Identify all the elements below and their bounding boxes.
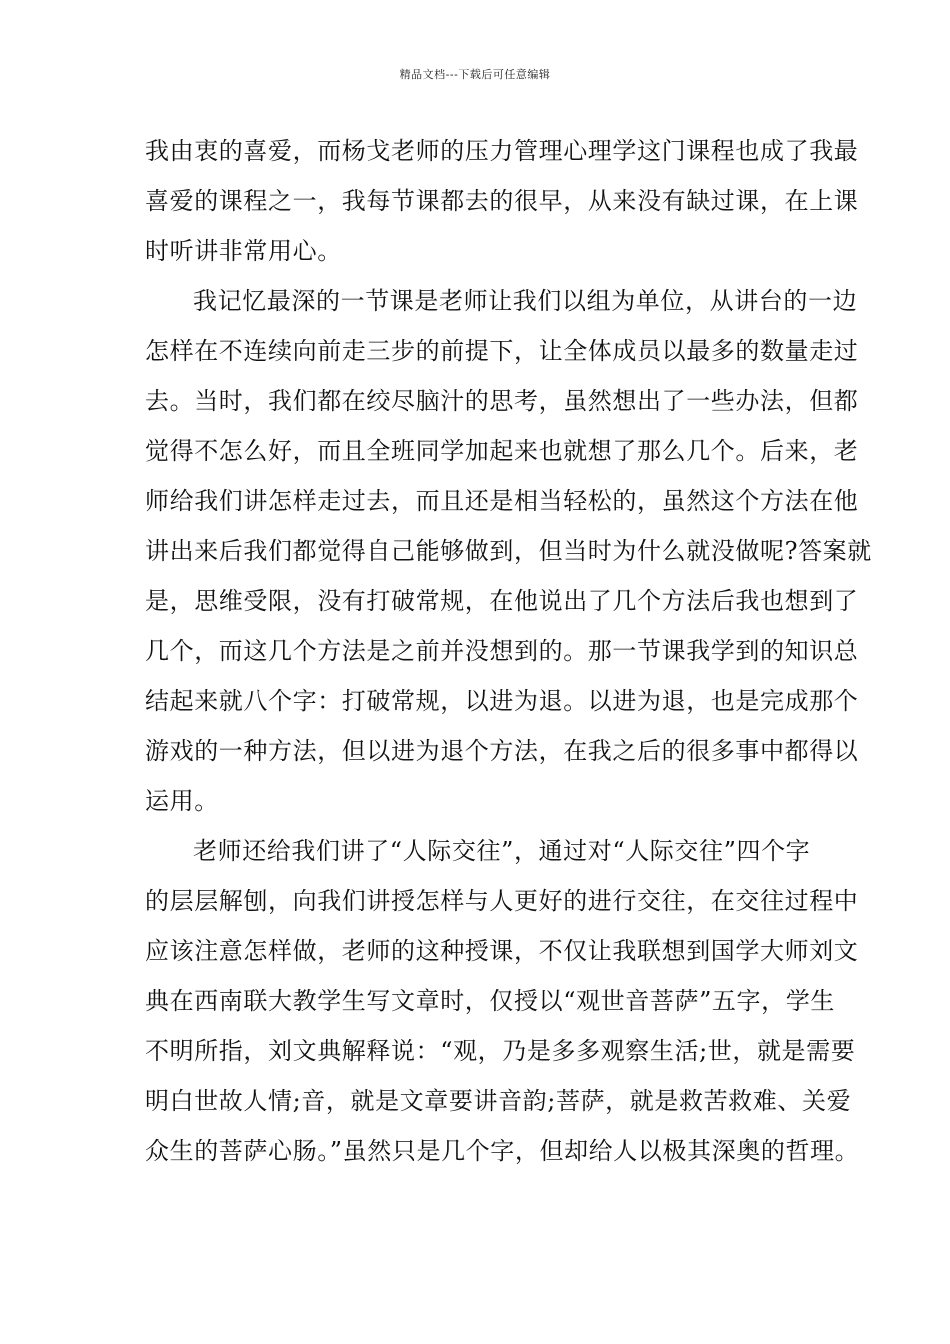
paragraph-1-line-3: 时听讲非常用心。 (145, 237, 342, 265)
paragraph-2-line-3: 去。当时，我们都在绞尽脑汁的思考，虽然想出了一些办法，但都 (145, 387, 859, 415)
body-text (145, 126, 872, 1176)
page-header: 精品文档---下载后可任意编辑 (399, 68, 551, 81)
paragraph-2-line-9: 结起来就八个字：打破常规，以进为退。以进为退，也是完成那个 (145, 687, 859, 715)
paragraph-3-line-2: 的层层解刨，向我们讲授怎样与人更好的进行交往，在交往过程中 (145, 887, 859, 915)
paragraph-2-line-2: 怎样在不连续向前走三步的前提下，让全体成员以最多的数量走过 (145, 337, 859, 365)
paragraph-2-line-10: 游戏的一种方法，但以进为退个方法，在我之后的很多事中都得以 (145, 737, 859, 765)
paragraph-1-line-1: 我由衷的喜爱，而杨戈老师的压力管理心理学这门课程也成了我最 (145, 137, 859, 165)
paragraph-3-line-7: 众生的菩萨心肠。”虽然只是几个字，但却给人以极其深奥的哲理。 (145, 1137, 860, 1165)
paragraph-2-line-8: 几个，而这几个方法是之前并没想到的。那一节课我学到的知识总 (145, 637, 859, 665)
paragraph-2-line-4: 觉得不怎么好，而且全班同学加起来也就想了那么几个。后来，老 (145, 437, 859, 465)
paragraph-2-line-1: 我记忆最深的一节课是老师让我们以组为单位，从讲台的一边 (193, 287, 858, 315)
paragraph-2-line-11: 运用。 (145, 787, 219, 815)
paragraph-2-line-6: 讲出来后我们都觉得自己能够做到，但当时为什么就没做呢?答案就 (145, 537, 872, 565)
paragraph-3-line-3: 应该注意怎样做，老师的这种授课，不仅让我联想到国学大师刘文 (145, 937, 859, 965)
paragraph-3-line-5: 不明所指，刘文典解释说：“观，乃是多多观察生活;世，就是需要 (145, 1037, 856, 1065)
paragraph-3-line-6: 明白世故人情;音，就是文章要讲音韵;菩萨，就是救苦救难、关爱 (145, 1087, 852, 1115)
paragraph-2-line-5: 师给我们讲怎样走过去，而且还是相当轻松的，虽然这个方法在他 (145, 487, 859, 515)
paragraph-1-line-2: 喜爱的课程之一，我每节课都去的很早，从来没有缺过课，在上课 (145, 187, 859, 215)
paragraph-3-line-1: 老师还给我们讲了“人际交往”，通过对“人际交往”四个字 (193, 837, 811, 865)
paragraph-2-line-7: 是，思维受限，没有打破常规，在他说出了几个方法后我也想到了 (145, 587, 859, 615)
paragraph-3-line-4: 典在西南联大教学生写文章时，仅授以“观世音菩萨”五字，学生 (145, 987, 835, 1015)
